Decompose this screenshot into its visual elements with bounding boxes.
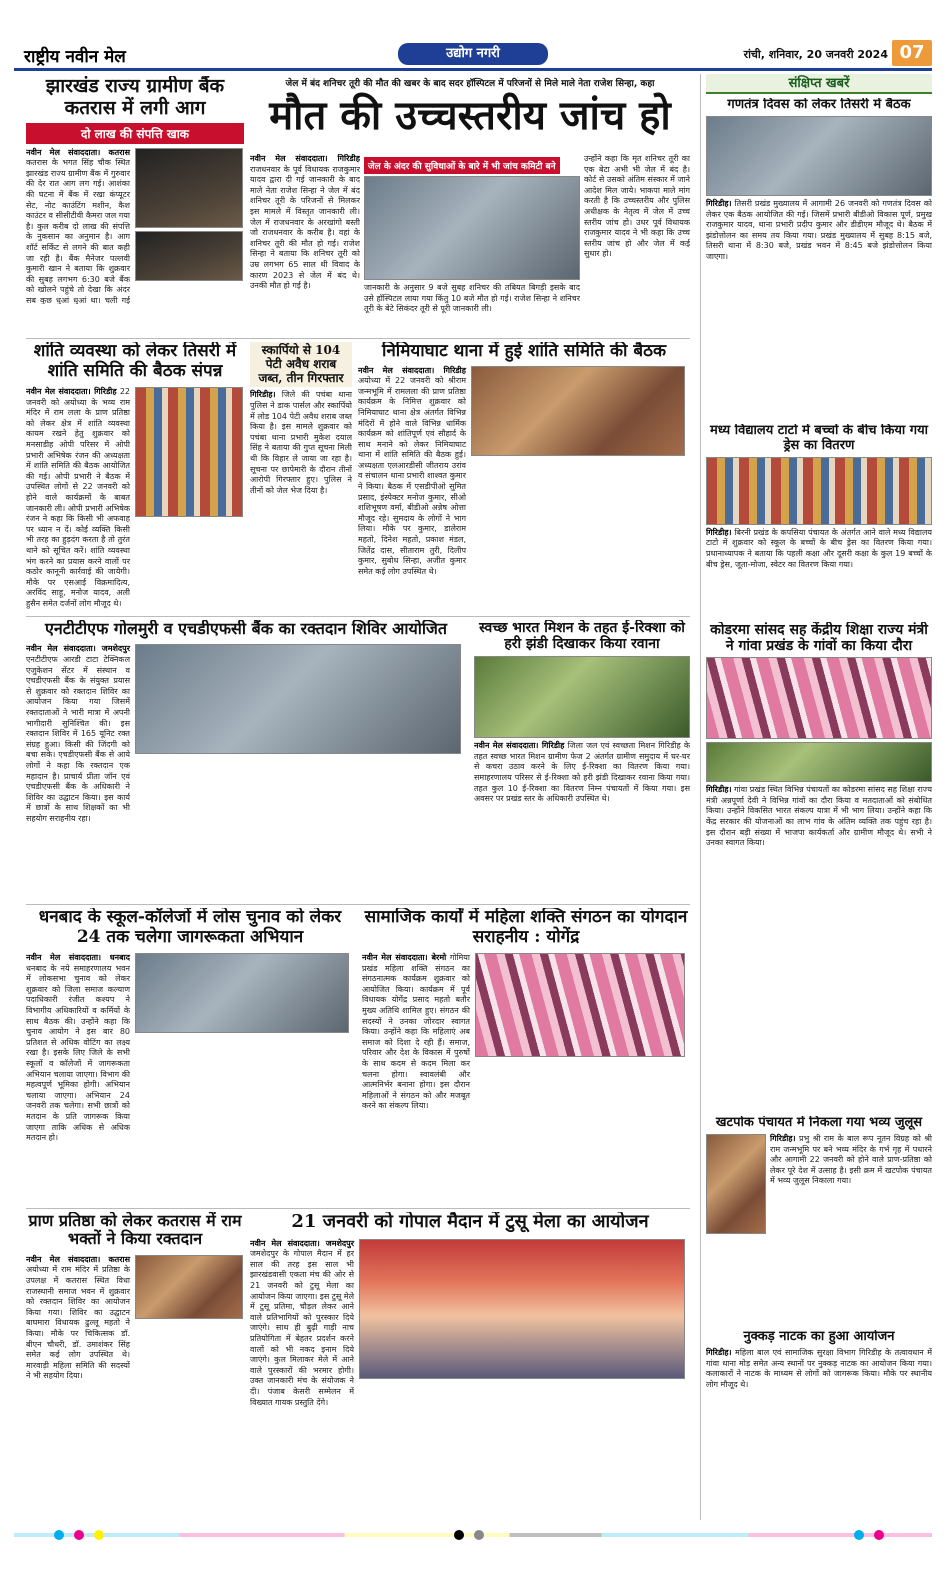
story-tusu-mela: [250, 1212, 690, 1520]
meeting-photo: [706, 116, 932, 196]
kicker: दो लाख की संपत्ति खाक: [26, 123, 244, 144]
headline: सामाजिक कार्यों में महिला शक्ति संगठन का योगदान सराहनीय : योगेंद्र: [364, 908, 688, 947]
police-meeting-photo: [471, 366, 685, 456]
dateline: गिरिडीह।: [250, 390, 276, 400]
story-tisri-peace: [26, 342, 244, 612]
magenta-dot-icon: [874, 1530, 884, 1540]
story-blood-golmuri: [26, 620, 466, 900]
photo-caption: जेल के अंदर की सुविधाओं के बारे में भी जांच कमिटी बने: [364, 157, 560, 174]
donation-photo: [135, 1255, 243, 1319]
story-text-3: उन्होंने कहा कि मृत शनिचर तूरी का एक बेटा अभी भी जेल में बंद है। कोर्ट से उसको अंतिम संस्कार में जाने आदेश मिल जाये। भाकपा माले मांग करती है कि उच्चस्तरीय और पुलिस अधीक्षक के नेतृत्व में जेल में उच्च स्तरीय जांच हो। उधर पूर्व विधायक राजकुमार यादव ने भी कहा कि उच्च स्तरीय जांच हो और जेल में कई सुधार हो।: [584, 154, 690, 259]
headline: गणतंत्र दिवस को लेकर तिसरी में बैठक: [727, 98, 911, 112]
sidebar-title: संक्षिप्त खबरें: [706, 74, 932, 94]
story-text: तिसरी प्रखंड मुख्यालय में आगामी 26 जनवरी को गणतंत्र दिवस को लेकर एक बैठक आयोजित की गई। जिसमें प्रभारी बीडीओ विकास पूर्ण, प्रमुख राजकुमार यादव, थाना प्रभारी प्रदीप कुमार और डीडीएम मौजूद थे। बैठक में झंडोत्तोलन का समय तय किया गया। प्रखंड मुख्यालय में सुबह 8:15 बजे, तिसरी थाना में 8:30 बजे, प्रखंड भवन में 8:45 बजे झंडोत्तोलन किया जाएगा।: [706, 198, 932, 261]
story-text: गांवा प्रखंड स्थित विभिन्न पंचायतों का कोडरमा सांसद सह शिक्षा राज्य मंत्री अन्नपूर्णा देवी ने विभिन्न गांवों का दौरा किया व मतदाताओं को संबोधित किया। उन्होंने विकसित भारत संकल्प यात्रा में भी भाग लिया। उन्होंने कहा कि केंद्र सरकार की योजनाओं का लाभ गांव के अंतिम व्यक्ति तक पहुंच रहा है। इस दौरान बड़ी संख्या में भाजपा कार्यकर्ता और ग्रामीण मौजूद थे। सभी ने उनका स्वागत किया।: [706, 785, 932, 848]
story-text: एनटीटीएफ आरडी टाटा टेक्निकल एजुकेशन सेंटर में संस्थान व एचडीएफसी बैंक के संयुक्त प्रयास से शुक्रवार को रक्तदान शिविर का आयोजन किया गया जिसमें रक्तदाताओं ने भारी मात्रा में अपनी भागीदारी सुनिश्चित की। इस रक्तदान शिविर में 165 यूनिट रक्त संग्रह हुआ। किसी की जिंदगी को बचा सके। एचडीएफसी बैंक से आये लोगों ने कहा कि रक्तदान एक महादान है। प्राचार्य प्रीता जॉन एवं एचडीएफसी बैंक के अधिकारी ने शिविर का उद्घाटन किया। इस कार्य में छात्रों के साथ शिक्षकों का भी सहयोग सराहनीय रहा।: [26, 654, 130, 823]
brief-tato-dress: [706, 424, 932, 618]
page-number: 07: [892, 40, 932, 66]
officials-meeting-photo: [135, 953, 349, 1033]
story-nimiyaghat: [358, 342, 690, 612]
color-strip: [14, 1533, 932, 1537]
headline: मौत की उच्चस्तरीय जांच हो: [269, 92, 671, 139]
brief-nukkad: [706, 1330, 932, 1520]
story-bank-fire: [26, 76, 244, 304]
cyan-dot-icon: [54, 1530, 64, 1540]
dateline: गिरिडीह।: [706, 1347, 732, 1357]
section-label: उद्योग नगरी: [398, 43, 548, 65]
dateline: गिरिडीह।: [706, 198, 732, 208]
masthead: [14, 40, 932, 68]
meeting-photo: [135, 387, 243, 517]
women-gathering-photo: [475, 953, 685, 1057]
mp-visit-photo: [706, 657, 932, 739]
story-text: जिला जल एवं स्वच्छता मिशन गिरिडीह के तहत स्वच्छ भारत मिशन ग्रामीण फेज 2 अंतर्गत ग्रामीण समुदाय में घर-घर से कचरा उठाव करने के लिए ई-रिक्शा का वितरण किया गया। समाहरणालय परिसर से ई-रिक्शा को हरी झंडी दिखाकर रवाना किया गया। तहत कुल 10 ई-रिक्शा का वितरण निम्न पंचायतों में किया गया। इस अवसर पर प्रखंड स्तर के अधिकारी उपस्थित थे।: [474, 741, 690, 804]
headline: खटपोक पंचायत में निकला गया भव्य जुलूस: [715, 1116, 923, 1130]
paper-name: राष्ट्रीय नवीन मेल: [24, 47, 126, 67]
story-custody-col1: [250, 154, 360, 332]
rally-photo: [706, 1134, 766, 1234]
headline: प्राण प्रतिष्ठा को लेकर कतरास में राम भक्तों ने किया रक्तदान: [28, 1212, 242, 1249]
issue-date: रांची, शनिवार, 20 जनवरी 2024: [743, 48, 888, 61]
children-photo: [706, 457, 932, 525]
story-custody-photo-block: [364, 154, 580, 332]
black-dot-icon: [454, 1530, 464, 1540]
fire-photo-2: [135, 231, 243, 281]
story-text: महिला बाल एवं सामाजिक सुरक्षा विभाग गिरिडीह के तत्वावधान में गांवा थाना मोड़ समेत अन्य स्थानों पर नुक्कड़ नाटक का आयोजन किया गया। कलाकारों ने नाटक के माध्यम से लोगों को जागरूक किया। मौके पर स्थानीय लोग मौजूद थे।: [706, 1347, 932, 1389]
dateline: नवीन मेल संवाददाता। धनबाद: [26, 953, 130, 963]
dateline: गिरिडीह।: [706, 785, 732, 795]
dateline: नवीन मेल संवाददाता। गिरिडीह: [474, 741, 565, 751]
headline: स्कार्पियो से 104 पेटी अवैध शराब जब्त, तीन गिरफ्तार: [250, 342, 352, 387]
headline: झारखंड राज्य ग्रामीण बैंक कतरास में लगी आग: [45, 76, 225, 119]
story-custody-col3: [584, 154, 690, 332]
print-registration-bar: [14, 1528, 932, 1542]
dateline: नवीन मेल संवाददाता। कतरास: [26, 1254, 130, 1264]
story-text: धनबाद के नये समाहरणालय भवन में लोकसभा चुनाव को लेकर शुक्रवार को जिला समाज कल्याण पदाधिकारी रंजीत कश्यप ने विभागीय अधिकारियों व कर्मियों के साथ बैठक की। उन्होंने कहा कि चुनाव आयोग ने इस बार 80 प्रतिशत से अधिक वोटिंग का लक्ष्य रखा है। इसके लिए जिले के सभी स्कूलों व कॉलेजों में जागरूकता अभियान चलाया जाएगा। विभाग की महत्वपूर्ण भूमिका होगी। अभियान चलाया जाएगा। अभियान 24 जनवरी तक चलेगा। सभी छात्रों को मतदान के प्रति जागरूक किया जाएगा ताकि अधिक से अधिक मतदान हो।: [26, 963, 130, 1143]
story-text: प्रभु श्री राम के बाल रूप नूतन विग्रह को श्री राम जन्मभूमि पर बने भव्य मंदिर के गर्भ गृह में पधारने और आगामी 22 जनवरी को होने वाले प्राण-प्रतिष्ठा को लेकर पूरे देश में उत्साह है। इसी क्रम में खटपोक पंचायत में भव्य जुलूस निकाला गया।: [770, 1133, 932, 1186]
column-divider: [700, 74, 701, 1520]
headline: कोडरमा सांसद सह केंद्रीय शिक्षा राज्य मंत्री ने गांवा प्रखंड के गांवों का किया दौरा: [710, 622, 928, 655]
brief-khatpur-rally: [706, 1116, 932, 1326]
headline: एनटीटीएफ गोलमुरी व एचडीएफसी बैंक का रक्तदान शिविर आयोजित: [44, 620, 448, 638]
story-text-2: जानकारी के अनुसार 9 बजे सुबह शनिचर की तबियत बिगड़ी इसके बाद उसे हॉस्पिटल लाया गया किंतु 10 बजे मौत हो गई। राजेश सिन्हा ने शनिचर तूरी के बेटे सिकंदर तूरी से पूरी जानकारी ली।: [364, 283, 580, 314]
divider: [26, 616, 690, 617]
story-text: कतरास के भगत सिंह चौक स्थित झारखंड राज्य ग्रामीण बैंक में गुरुवार की देर रात आग लग गई। आशंका की घटना में बैंक में रखा कंप्यूटर सेट, नोट काउंटिंग मशीन, कैश काउंटर व सीसीटीवी कैमरा जल गया है। कुल करीब दो लाख की संपत्ति के नुकसान का अनुमान है। आग शॉर्ट सर्किट से लगने की बात कही जा रही है। बैंक मैनेजर पल्लवी कुमारी खान ने बताया कि शुक्रवार की सुबह लगभग 6:30 बजे बैंक को खोलने पहुंचे तो देखा कि अंदर सब कुछ धुआं धुआं था। चली गई: [26, 158, 130, 304]
divider: [26, 338, 690, 339]
lamp-lighting-photo: [135, 644, 461, 754]
dateline: नवीन मेल संवाददाता। कतरास: [26, 147, 130, 157]
story-text: बिरनी प्रखंड के कपसिया पंचायत के अंतर्गत आने वाले मध्य विद्यालय टाटो में शुक्रवार को स्कूल के बच्चों के बीच ड्रेस का वितरण किया गया। प्रधानाध्यापक ने बताया कि पहली कक्षा और दूसरी कक्षा के कुल 19 बच्चों के बीच ड्रेस, जूता-मोजा, स्वेटर का वितरण किया गया।: [706, 527, 932, 569]
divider: [26, 1208, 690, 1209]
story-liquor: [250, 342, 352, 612]
dateline: नवीन मेल संवाददाता। गिरिडीह: [358, 365, 466, 375]
story-erickshaw: [474, 620, 690, 900]
mp-visit-photo-2: [706, 742, 932, 782]
grey-dot-icon: [474, 1530, 484, 1540]
brief-republic-day: [706, 98, 932, 418]
story-katras-blood: [26, 1212, 244, 1520]
headline: मध्य विद्यालय टाटो में बच्चों के बीच किया गया ड्रेस का वितरण: [710, 424, 928, 453]
story-text-1: राजधनवार के पूर्व विधायक राजकुमार यादव द्वारा दी गई जानकारी के बाद माले नेता राजेश सिन्हा ने जेल में बंद शनिचर तूरी के परिजनों से मिलकर इस मामले में विस्तृत जानकारी ली। जेल में राजधनवार के अरखांगो बस्ती जो राजधनवार के करीब है। वहां के शनिचर तूरी की मौत हो गई। राजेश सिन्हा ने बताया कि शनिचर तूरी को उम्र लगभग 65 साल थी विवाद के कारण 2023 से जेल में बंद थे। उनकी मौत हो गई है।: [250, 164, 360, 291]
dateline: नवीन मेल संवाददाता। गिरिडीह: [250, 154, 360, 163]
masthead-rule: [14, 68, 932, 71]
headline: निमियाघाट थाना में हुई शांति समिति की बैठक: [381, 342, 667, 361]
yellow-dot-icon: [94, 1530, 104, 1540]
fire-photo: [135, 148, 243, 228]
headline: धनबाद के स्कूल-कॉलेजों में लोस चुनाव को लेकर 24 तक चलेगा जागरूकता अभियान: [38, 908, 342, 947]
dateline: गिरिडीह।: [770, 1133, 796, 1143]
story-text: जिले की पचंबा थाना पुलिस ने डाक पार्सल और स्कार्पियो में लोड 104 पेटी अवैध शराब जब्त किया है। इस मामले शुक्रवार को पचंबा थाना प्रभारी मुकेश दयाल सिंह ने बताया की गुप्त सूचना मिली थी कि विहार ले जाया जा रहा है। सूचना पर छापेमारी के दौरान तीनों आरोपी गिरफ्तार हुए। पुलिस ने तीनों को जेल भेज दिया है।: [250, 390, 352, 495]
dateline: नवीन मेल संवाददाता। बेरमो: [362, 953, 447, 963]
story-custody-head: [250, 76, 690, 150]
headline: 21 जनवरी को गोपाल मैदान में टुसू मेला का आयोजन: [291, 1212, 649, 1232]
poster-release-photo: [359, 1239, 685, 1379]
story-text: जमशेदपुर के गोपाल मैदान में हर साल की तरह इस साल भी झारखंडवासी एकता मंच की ओर से 21 जनवरी को टुसू मेला का आयोजन किया जाएगा। इस टुसू मेले में टुसू प्रतिमा, चौड़ल लेकर आने वाले प्रतिभागियों को पुरस्कार दिये जाएंगे। साथ ही बुढ़ी गाड़ी नाच प्रतियोगिता में बेहतर प्रदर्शन करने वालों को भी नकद इनाम दिये जाएंगे। कुल मिलाकर मेले में आने वाले पुरस्कारों की भरमार होगी। उक्त जानकारी मंच के संयोजक ने दी। पंजाब केसरी सम्मेलन में विख्यात गायक प्रस्तुति देंगे।: [250, 1249, 354, 1407]
deck: जेल में बंद शनिचर तूरी की मौत की खबर के बाद सदर हॉस्पिटल में परिजनों से मिले माले नेता राजेश सिन्हा, कहा: [285, 79, 655, 89]
story-text: गोमिया प्रखंड महिला शक्ति संगठन का संगठनात्मक कार्यक्रम शुक्रवार को आयोजित किया। कार्यक्रम में पूर्व विधायक योगेंद्र प्रसाद महतो बतौर मुख्य अतिथि शामिल हुए। संगठन की सदस्यों ने उनका जोरदार स्वागत किया। उन्होंने कहा कि महिलाएं अब समाज को दिशा दे रही हैं। समाज, परिवार और देश के विकास में पुरुषों के साथ कदम से कदम मिला कर चलना होगा। स्वावलंबी और आत्मनिर्भर बनाना होगा। इस दौरान महिलाओं ने संगठन को और मजबूत करने का संकल्प लिया।: [362, 953, 470, 1111]
dateline: नवीन मेल संवाददाता। जमशेदपुर: [250, 1238, 354, 1248]
story-text: अयोध्या में 22 जनवरी को श्रीराम जन्मभूमि में रामलला की प्राण प्रतिष्ठा कार्यक्रम के निमित्त शुक्रवार को निमियाघाट थाना क्षेत्र अंतर्गत विभिन्न मंदिरों में होने वाले विभिन्न धार्मिक कार्यक्रम को शांतिपूर्ण एवं सौहार्द के साथ मनाने को लेकर निमियाघाट थाना में शांति समिति की बैठक हुई। अध्यक्षता एलआरडीसी जीतराय उरांव व संचालन थाना प्रभारी शाश्वत कुमार ने किया। बैठक में एसडीपीओ सुमित प्रसाद, इंस्पेक्टर मनोज कुमार, सीओ शशिभूषण वर्मा, बीडीओ अन्नेष ओत्ता मौजूद रहे। सुमदाय के लोगों ने भाग लिया। मौके पर कुमार, डालेराम महतो, दिनेश महतो, प्रकाश मंडल, जितेंद्र दास, सीताराम तुरी, दिलीप कुमार, सुबोध सिन्हा, अजीत कुमार समेत कई लोग उपस्थित थे।: [358, 376, 466, 576]
story-text: अयोध्या में राम मंदिर में प्रतिष्ठा के उपलक्ष में कतरास स्थित विधा राजस्थानी समाज भवन में शुक्रवार को रक्तदान शिविर का आयोजन किया गया। शिविर का उद्घाटन बाघमारा विधायक ढुल्लू महतो ने किया। मौके पर चिकित्सक डॉ. बीएन चौधरी, डॉ. उमाशंकर सिंह समेत कई लोग उपस्थित थे। मारवाड़ी महिला समिति की सदस्यों ने भी सहयोग दिया।: [26, 1265, 130, 1381]
headline: स्वच्छ भारत मिशन के तहत ई-रिक्शा को हरी झंडी दिखाकर किया रवाना: [479, 620, 685, 653]
headline: शांति व्यवस्था को लेकर तिसरी में शांति समिति की बैठक संपन्न: [33, 342, 237, 381]
brief-kodarma-mp: [706, 622, 932, 1112]
story-text: 22 जनवरी को अयोध्या के भव्य राम मंदिर में राम लला के प्राण प्रतिष्ठा को लेकर क्षेत्र में शांति व्यवस्था कायम रखने हेतु शुक्रवार को मनसाडीह ओपी परिसर में ओपी प्रभारी अभिषेक रंजन की अध्यक्षता में शांति समिति की बैठक आयोजित की गई। ओपी प्रभारी ने बैठक में उपस्थित लोगों से 22 जनवरी को होने वाले कार्यक्रमों के बाबत जानकारी ली। ओपी प्रभारी अभिषेक रंजन ने कहा कि किसी भी अफवाह पर ध्यान न दें। कोई व्यक्ति किसी भी तरह का हुड़दंग करता है तो तुरंत थाने को सूचित करें। शांति व्यवस्था भंग करने का प्रयास करने वालों पर कठोर कानूनी कार्रवाई की जायेगी। मौके पर एसआई विक्रमादित्य, अरविंद साहू, मनोज यादव, अली हुसैन समेत दर्जनों लोग मौजूद थे।: [26, 387, 130, 608]
hospital-photo: [364, 176, 580, 280]
dateline: गिरिडीह।: [706, 527, 732, 537]
headline: नुक्कड़ नाटक का हुआ आयोजन: [743, 1330, 895, 1344]
dateline: नवीन मेल संवाददाता। जमशेदपुर: [26, 644, 130, 654]
rickshaw-photo: [474, 656, 690, 738]
story-dhanbad-campaign: [26, 908, 354, 1204]
story-women-power: [362, 908, 690, 1204]
dateline: नवीन मेल संवाददाता। गिरिडीह: [26, 387, 117, 397]
divider: [26, 904, 690, 905]
magenta-dot-icon: [74, 1530, 84, 1540]
cyan-dot-icon: [854, 1530, 864, 1540]
